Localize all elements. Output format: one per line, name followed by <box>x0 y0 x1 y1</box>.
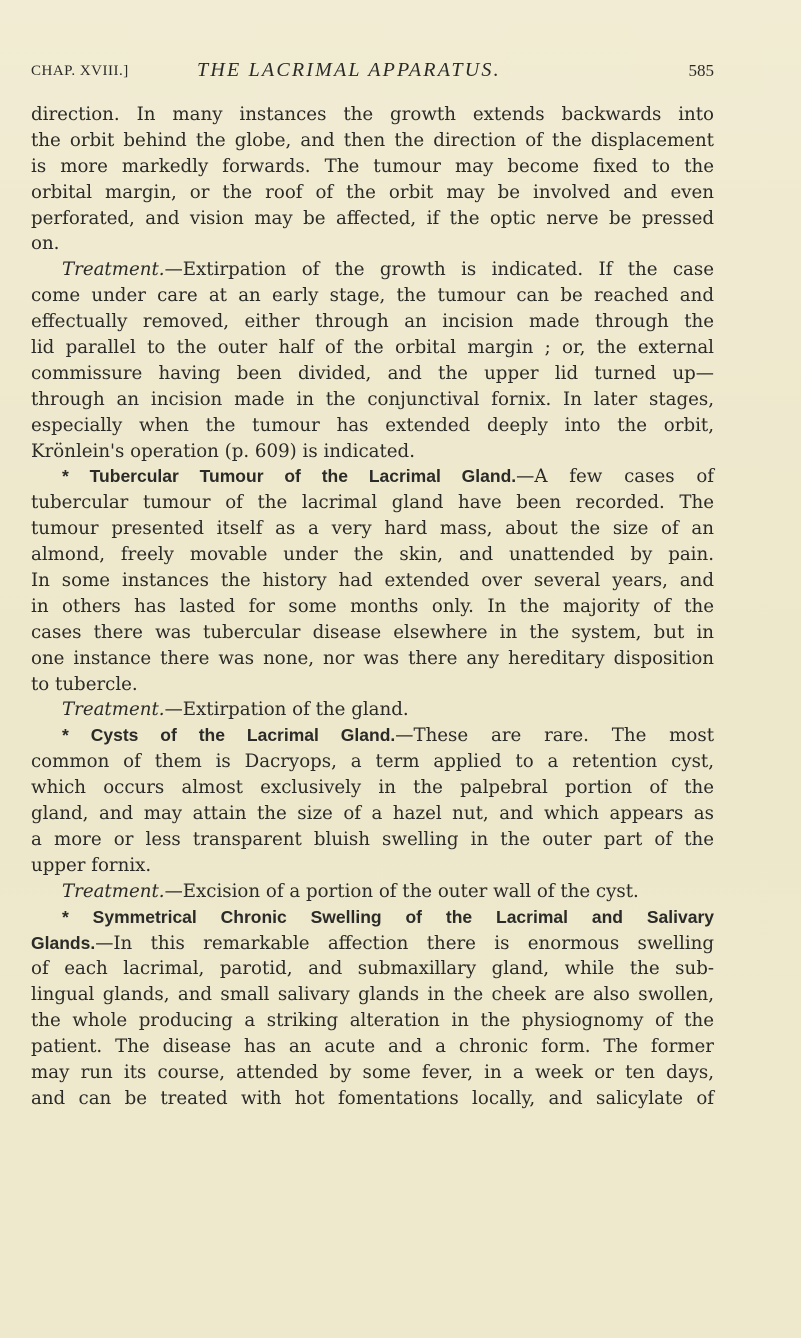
section-heading: * Symmetrical Chronic Swelling of the Lacrimal and Salivary <box>62 906 714 927</box>
body-text <box>31 102 714 1112</box>
text-line: lingual glands, and small salivary glands in the cheek are also swollen, <box>31 984 714 1006</box>
section-cysts <box>31 723 714 749</box>
section-heading-continued: Glands. <box>31 932 96 953</box>
text-line: In some instances the history had extended over several years, and <box>31 570 714 592</box>
text-line: in others has lasted for some months only. In the majority of the <box>31 595 714 617</box>
text-line: commissure having been divided, and the upper lid turned up— <box>31 362 714 384</box>
chapter-label: CHAP. XVIII.] <box>31 63 129 79</box>
text-line: the whole producing a striking alteration in the physiognomy of the <box>31 1010 714 1032</box>
text-line: which occurs almost exclusively in the palpebral portion of the <box>31 777 714 799</box>
text-line: and can be treated with hot fomentations locally, and salicylate of <box>31 1087 714 1109</box>
text-run: —Excision of a portion of the outer wall of the cyst. <box>164 880 639 902</box>
text-line: direction. In many instances the growth extends backwards into <box>31 104 714 125</box>
text-line: may run its course, attended by some fever, in a week or ten days, <box>31 1061 714 1083</box>
text-line: on. <box>31 233 60 255</box>
text-line: to tubercle. <box>31 673 138 695</box>
treatment-paragraph-start <box>31 257 714 283</box>
text-line: the orbit behind the globe, and then the direction of the displacement <box>31 129 714 151</box>
text-line: upper fornix. <box>31 854 152 876</box>
text-line: come under care at an early stage, the tumour can be reached and <box>31 285 714 307</box>
text-line: common of them is Dacryops, a term applied to a retention cyst, <box>31 751 714 773</box>
text-line: lid parallel to the outer half of the orbital margin ; or, the external <box>31 337 714 359</box>
text-line: cases there was tubercular disease elsewhere in the system, but in <box>31 621 714 643</box>
text-line: of each lacrimal, parotid, and submaxillary gland, while the sub- <box>31 958 714 980</box>
text-line: one instance there was none, nor was there any hereditary disposition <box>31 647 714 669</box>
section-symmetrical-swelling <box>31 905 714 931</box>
text-line: especially when the tumour has extended deeply into the orbit, <box>31 414 714 436</box>
running-header <box>31 56 714 90</box>
page-number: 585 <box>688 61 714 80</box>
text-line: almond, freely movable under the skin, and unattended by pain. <box>31 544 714 566</box>
section-tubercular-tumour <box>31 464 714 490</box>
text-line: patient. The disease has an acute and a chronic form. The former <box>31 1036 714 1058</box>
text-line: gland, and may attain the size of a hazel nut, and which appears as <box>31 803 714 825</box>
text-line: is more markedly forwards. The tumour may become fixed to the <box>31 155 714 177</box>
treatment-label: Treatment. <box>62 880 165 902</box>
section-heading: * Cysts of the Lacrimal Gland. <box>62 725 396 746</box>
text-line: tubercular tumour of the lacrimal gland have been recorded. The <box>31 492 714 514</box>
text-line: a more or less transparent bluish swelling in the outer part of the <box>31 828 714 850</box>
text-run: —Extirpation of the growth is indicated. If the case <box>164 259 714 281</box>
text-line: through an incision made in the conjunctival fornix. In later stages, <box>31 388 714 410</box>
text-line: effectually removed, either through an incision made through the <box>31 311 714 333</box>
text-run: —A few cases of <box>516 466 714 488</box>
text-run: —In this remarkable affection there is enormous swelling <box>95 932 714 954</box>
text-line: tumour presented itself as a very hard mass, about the size of an <box>31 518 714 540</box>
text-run: —Extirpation of the gland. <box>164 699 409 721</box>
treatment-paragraph <box>31 879 714 905</box>
text-line <box>31 931 714 957</box>
text-run: —These are rare. The most <box>395 725 714 747</box>
treatment-paragraph <box>31 697 714 723</box>
running-title: THE LACRIMAL APPARATUS. <box>197 59 501 81</box>
text-line: orbital margin, or the roof of the orbit may be involved and even <box>31 181 714 203</box>
section-heading: * Tubercular Tumour of the Lacrimal Gland. <box>62 466 517 487</box>
treatment-label: Treatment. <box>62 699 165 721</box>
text-line: perforated, and vision may be affected, if the optic nerve be pressed <box>31 207 714 229</box>
text-line: Krönlein's operation (p. 609) is indicated. <box>31 440 415 462</box>
treatment-label: Treatment. <box>62 259 165 281</box>
